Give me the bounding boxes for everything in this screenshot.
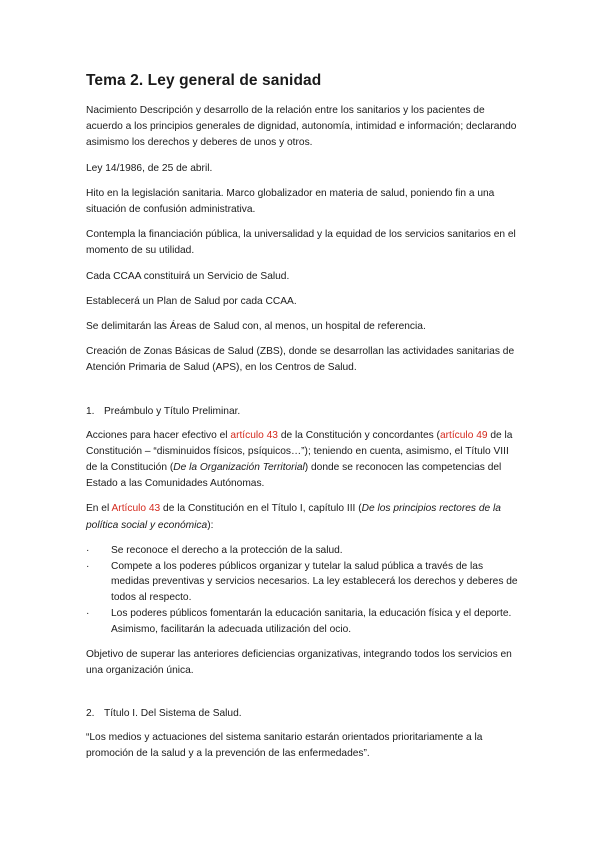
list-item-text: Se reconoce el derecho a la protección de la salud. (111, 544, 343, 556)
bullet-icon: · (86, 544, 90, 556)
section-2-title: Título I. Del Sistema de Salud. (104, 708, 242, 720)
acciones-text-a: Acciones para hacer efectivo el (86, 429, 231, 441)
paragraph-articulo-43 (86, 501, 518, 533)
paragraph-zbs: Creación de Zonas Básicas de Salud (ZBS), donde se desarrollan las actividades sanitarias de Atención Primaria de Salud (APS), en los Centros de Salud. (86, 346, 515, 374)
bullet-icon: · (86, 608, 90, 620)
paragraph-plan-salud: Establecerá un Plan de Salud por cada CCAA. (86, 295, 297, 307)
paragraph-ley: Ley 14/1986, de 25 de abril. (86, 162, 213, 174)
paragraph-acciones (86, 428, 518, 493)
bullet-icon: · (86, 560, 90, 572)
bullet-list (86, 543, 518, 638)
paragraph-objetivo: Objetivo de superar las anteriores deficiencias organizativas, integrando todos los servicios en una organización única. (86, 648, 512, 676)
section-2-number: 2. (86, 708, 95, 720)
page-title: Tema 2. Ley general de sanidad (86, 72, 322, 89)
paragraph-financiacion: Contempla la financiación pública, la universalidad y la equidad de los servicios sanitarios en el momento de su utilidad. (86, 229, 516, 257)
list-item (86, 559, 518, 606)
link-articulo-43-b[interactable]: Artículo 43 (111, 503, 161, 515)
acciones-italic: De la Organización Territorial (173, 462, 305, 474)
section-1-heading (86, 404, 518, 419)
articulo-text-a: En el (86, 503, 112, 515)
paragraph-hito: Hito en la legislación sanitaria. Marco globalizador en materia de salud, poniendo fin a una situación de confusión administrativa. (86, 187, 495, 216)
list-item (86, 543, 518, 559)
articulo-text-b: de la Constitución en el Título I, capítulo III ( (160, 503, 362, 515)
list-item-text: Los poderes públicos fomentarán la educación sanitaria, la educación física y el deporte. Asimismo, facilitarán la adecuada utilización del ocio. (111, 608, 512, 635)
paragraph-quote: “Los medios y actuaciones del sistema sanitario estarán orientados prioritariamente a la promoción de la salud y a la prevención de las enfermedades”. (86, 732, 483, 760)
section-1-title: Preámbulo y Título Preliminar. (104, 405, 241, 417)
paragraph-ccaa-servicio: Cada CCAA constituirá un Servicio de Salud. (86, 270, 290, 282)
articulo-italic: De los principios rectores de la política social y económica (86, 503, 501, 531)
acciones-text-c: de la Constitución – “disminuidos físicos, psíquicos…”); teniendo en cuenta, asimismo, el Título VIII de la Constitución ( (86, 429, 513, 474)
section-1-number: 1. (86, 405, 95, 417)
link-articulo-49[interactable]: artículo 49 (439, 429, 488, 441)
document-content (86, 72, 518, 771)
list-item-text: Compete a los poderes públicos organizar y tutelar la salud pública a través de las medidas preventivas y servicios necesarios. La ley establecerá los derechos y deberes de todos al respecto. (111, 560, 518, 604)
list-item (86, 606, 518, 638)
acciones-text-b: de la Constitución y concordantes ( (277, 429, 440, 441)
link-articulo-43[interactable]: artículo 43 (230, 429, 278, 441)
acciones-text-d: ) donde se reconocen las competencias del Estado a las Comunidades Autónomas. (86, 462, 502, 490)
paragraph-areas-salud: Se delimitarán las Áreas de Salud con, al menos, un hospital de referencia. (86, 321, 426, 333)
articulo-text-c: ): (207, 519, 214, 531)
paragraph-nacimiento: Nacimiento Descripción y desarrollo de la relación entre los sanitarios y los pacientes de acuerdo a los principios generales de dignidad, autonomía, intimidad e información; declarando asimismo los derechos y deberes de unos y otros. (86, 105, 517, 149)
section-2-heading (86, 706, 518, 721)
